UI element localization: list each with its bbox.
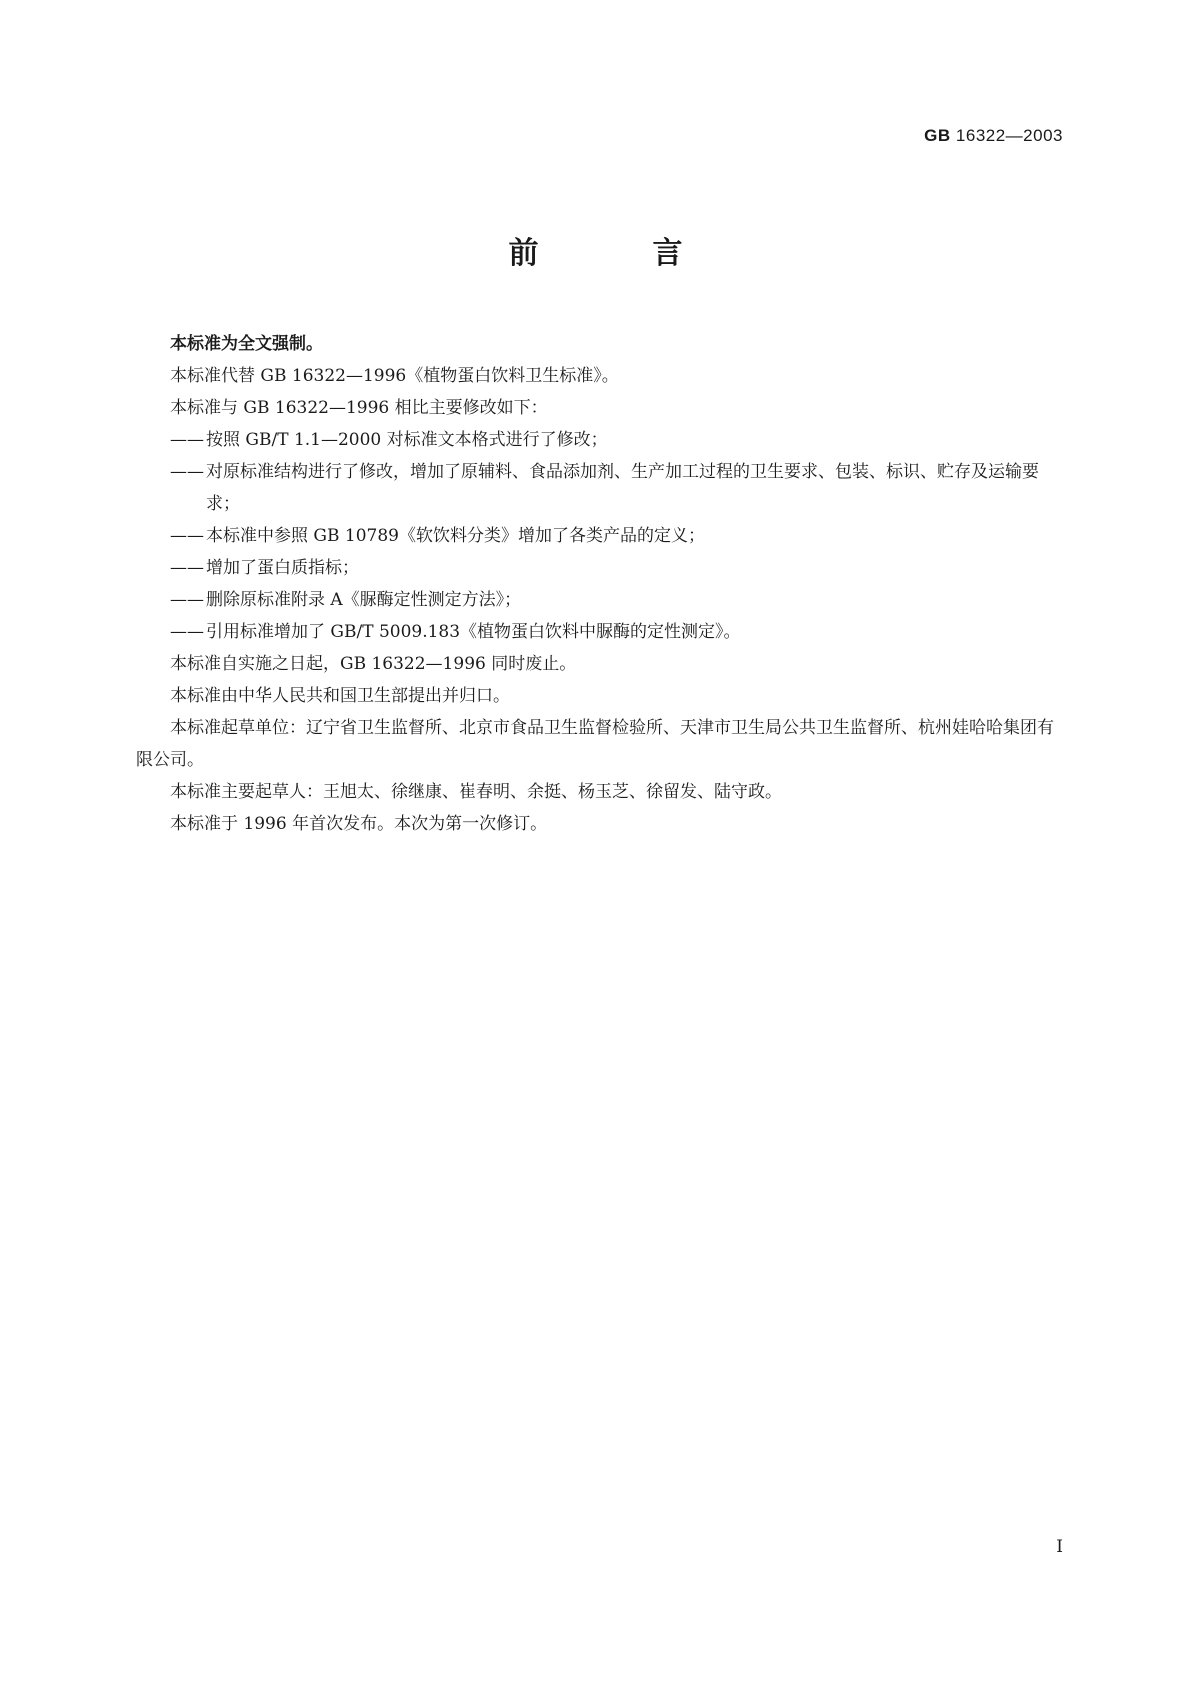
change-item-text: 本标准中参照 GB 10789《软饮料分类》增加了各类产品的定义； xyxy=(206,526,705,546)
page-title: 前 言 xyxy=(508,236,725,271)
dash-mark: —— xyxy=(170,430,204,450)
change-item-text: 对原标准结构进行了修改，增加了原辅料、食品添加剂、生产加工过程的卫生要求、包装、标识、贮存及运输要求； xyxy=(206,462,1039,514)
change-item-text: 引用标准增加了 GB/T 5009.183《植物蛋白饮料中脲酶的定性测定》。 xyxy=(206,622,741,642)
dash-mark: —— xyxy=(170,590,204,610)
drafters: 本标准主要起草人：王旭太、徐继康、崔春明、余挺、杨玉芝、徐留发、陆守政。 xyxy=(170,782,782,802)
replaces-statement: 本标准代替 GB 16322—1996《植物蛋白饮料卫生标准》。 xyxy=(170,366,619,386)
change-item xyxy=(136,520,1066,552)
change-item xyxy=(136,456,1066,520)
drafting-units: 本标准起草单位：辽宁省卫生监督所、北京市食品卫生监督检验所、天津市卫生局公共卫生监督所、杭州娃哈哈集团有限公司。 xyxy=(136,718,1054,770)
abolish-statement: 本标准自实施之日起，GB 16322—1996 同时废止。 xyxy=(170,654,577,674)
standard-number: 16322—2003 xyxy=(955,126,1063,145)
dash-mark: —— xyxy=(170,558,204,578)
changes-intro: 本标准与 GB 16322—1996 相比主要修改如下： xyxy=(170,398,548,418)
proposer-statement: 本标准由中华人民共和国卫生部提出并归口。 xyxy=(170,686,510,706)
standard-code xyxy=(924,126,1063,146)
change-item xyxy=(136,616,1066,648)
change-item-text: 增加了蛋白质指标； xyxy=(206,558,359,578)
dash-mark: —— xyxy=(170,526,204,546)
mandatory-statement: 本标准为全文强制。 xyxy=(170,334,323,354)
release-history: 本标准于 1996 年首次发布。本次为第一次修订。 xyxy=(170,814,548,834)
change-item-text: 删除原标准附录 A《脲酶定性测定方法》； xyxy=(206,590,522,610)
change-item xyxy=(136,584,1066,616)
standard-prefix: GB xyxy=(924,126,951,145)
change-item-text: 按照 GB/T 1.1—2000 对标准文本格式进行了修改； xyxy=(206,430,608,450)
change-item xyxy=(136,424,1066,456)
dash-mark: —— xyxy=(170,462,204,482)
foreword-body xyxy=(136,328,1066,840)
change-item xyxy=(136,552,1066,584)
page-number: I xyxy=(1056,1537,1063,1557)
dash-mark: —— xyxy=(170,622,204,642)
